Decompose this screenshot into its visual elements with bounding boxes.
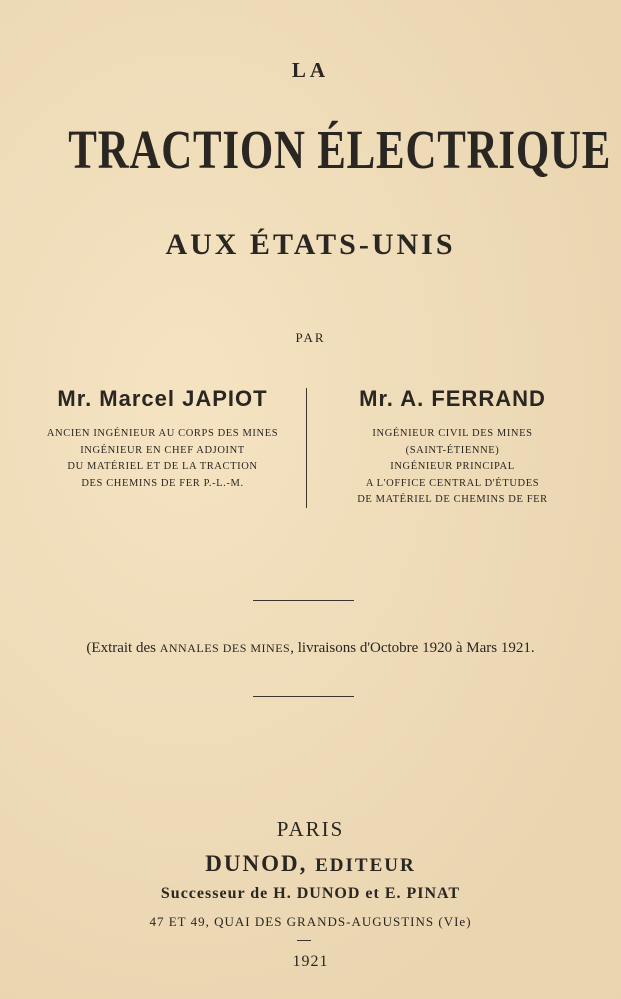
by-label: PAR [295, 330, 326, 345]
publisher-successor: Successeur de H. DUNOD et E. PINAT [160, 885, 461, 902]
author-name: Mr. Marcel JAPIOT [57, 386, 268, 411]
author-credential: (SAINT-ÉTIENNE) [405, 444, 500, 456]
separator-rule [297, 940, 311, 941]
author-credential: DES CHEMINS DE FER P.-L.-M. [81, 477, 244, 489]
publisher-role: EDITEUR [315, 855, 416, 876]
page-title: TRACTION ÉLECTRIQUE [68, 119, 612, 180]
author-credential: DU MATÉRIEL ET DE LA TRACTION [67, 461, 258, 472]
extract-suffix: , livraisons d'Octobre 1920 à Mars 1921. [290, 640, 535, 656]
author-credential: INGÉNIEUR CIVIL DES MINES [372, 428, 533, 439]
author-credential: INGÉNIEUR PRINCIPAL [390, 461, 515, 472]
journal-name: ANNALES DES MINES [159, 641, 291, 655]
author-credential: DE MATÉRIEL DE CHEMINS DE FER [357, 494, 548, 505]
separator-rule [253, 696, 354, 697]
author-ferrand [310, 386, 595, 509]
author-credential: INGÉNIEUR EN CHEF ADJOINT [80, 444, 245, 456]
publisher-address: 47 ET 49, QUAI DES GRANDS-AUGUSTINS (VIe) [149, 914, 472, 929]
author-credential: A L'OFFICE CENTRAL D'ÉTUDES [365, 477, 540, 489]
publisher [0, 851, 621, 877]
author-name: Mr. A. FERRAND [359, 386, 546, 411]
publisher-name: DUNOD, [205, 851, 308, 876]
extract-note [0, 640, 621, 657]
separator-rule [253, 600, 354, 601]
author-divider [306, 388, 307, 508]
title-article: LA [291, 58, 330, 82]
extract-prefix: (Extrait des [86, 640, 160, 656]
author-japiot [20, 386, 305, 492]
page-subtitle: AUX ÉTATS-UNIS [165, 228, 456, 261]
imprint-city: PARIS [276, 817, 345, 841]
publication-year: 1921 [292, 953, 329, 970]
author-credential: ANCIEN INGÉNIEUR AU CORPS DES MINES [46, 428, 279, 439]
